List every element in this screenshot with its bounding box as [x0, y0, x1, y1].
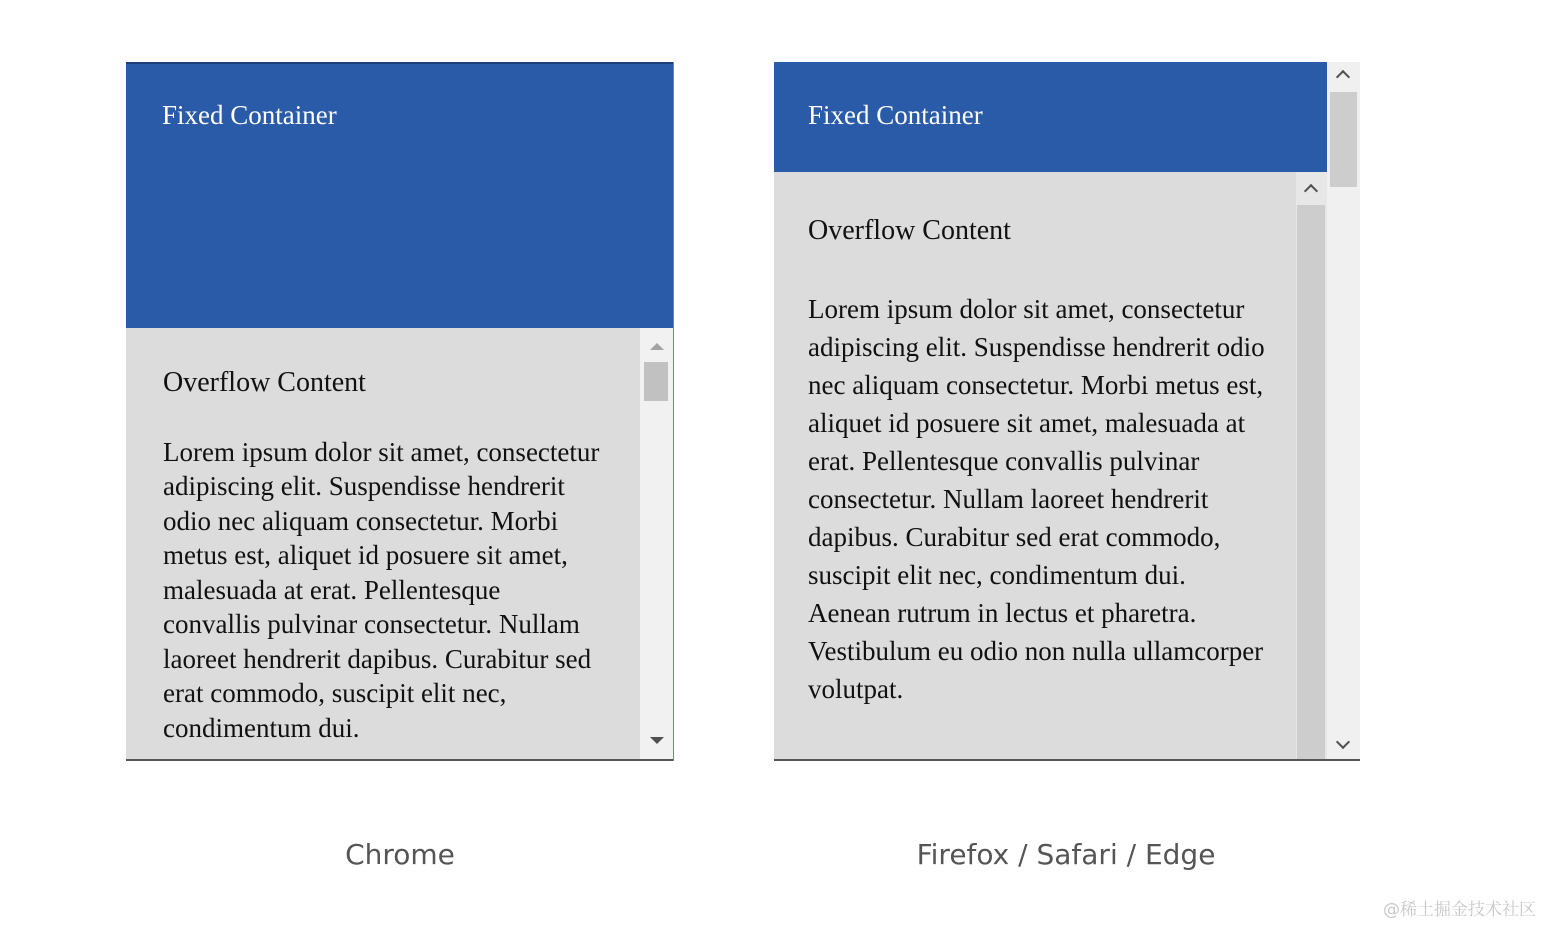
scroll-up-arrow-icon[interactable] — [650, 343, 664, 350]
chevron-up-icon[interactable] — [1336, 70, 1350, 84]
panel-bottom-border — [126, 759, 673, 761]
caption-firefox-safari-edge: Firefox / Safari / Edge — [916, 838, 1216, 871]
inner-scrollbar[interactable] — [1296, 172, 1327, 761]
fixed-container-title: Fixed Container — [162, 100, 337, 130]
scrollbar-thumb[interactable] — [644, 362, 668, 401]
fixed-container-title: Fixed Container — [808, 100, 983, 130]
fixed-container-header — [126, 62, 673, 328]
overflow-content-area — [163, 366, 603, 745]
overflow-content-heading: Overflow Content — [163, 367, 366, 398]
overflow-content-heading: Overflow Content — [808, 215, 1011, 246]
firefox-demo-panel — [774, 62, 1360, 761]
panel-bottom-border — [774, 759, 1360, 761]
chevron-down-icon[interactable] — [1336, 735, 1350, 749]
caption-chrome: Chrome — [345, 838, 455, 871]
outer-scrollbar[interactable] — [1327, 62, 1360, 761]
watermark: @稀土掘金技术社区 — [1383, 900, 1536, 920]
overflow-content-text: Lorem ipsum dolor sit amet, consectetur adipiscing elit. Suspendisse hendrerit odio nec aliquam consectetur. Morbi metus est, aliquet id posuere sit amet, malesuada at erat. Pellentesque convallis pulvinar consectetur. Nullam laoreet hendrerit dapibus. Curabitur sed erat commodo, suscipit elit nec, condimentum dui. — [163, 436, 600, 743]
chevron-up-icon[interactable] — [1304, 184, 1318, 198]
scroll-down-arrow-icon[interactable] — [650, 737, 664, 744]
chrome-scrollbar[interactable] — [640, 328, 673, 759]
chrome-demo-panel — [126, 62, 674, 761]
overflow-content-area — [808, 212, 1268, 708]
overflow-content-text: Lorem ipsum dolor sit amet, consectetur adipiscing elit. Suspendisse hendrerit odio nec aliquam consectetur. Morbi metus est, aliquet id posuere sit amet, malesuada at erat. Pellentesque convallis pulvinar consectetur. Nullam laoreet hendrerit dapibus. Curabitur sed erat commodo, suscipit elit nec, condimentum dui. Aenean rutrum in lectus et pharetra. Vestibulum eu odio non nulla ullamcorper volutpat. — [808, 294, 1265, 704]
fixed-container-header — [774, 62, 1327, 172]
scrollbar-thumb[interactable] — [1330, 92, 1357, 187]
inner-scrollbar-track[interactable] — [1297, 205, 1325, 761]
